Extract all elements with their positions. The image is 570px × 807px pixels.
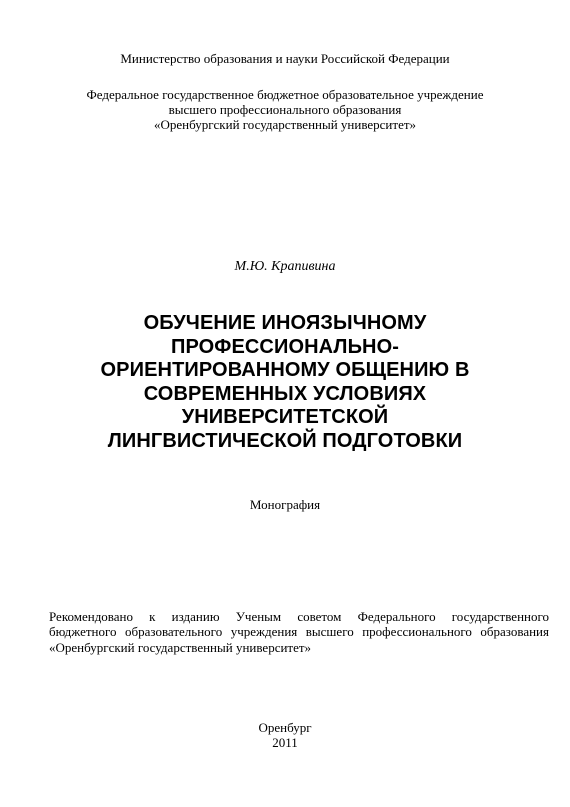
title-line-2: ПРОФЕССИОНАЛЬНО- xyxy=(170,335,400,358)
book-title xyxy=(0,312,570,453)
imprint-year: 2011 xyxy=(272,735,298,750)
institution-block xyxy=(0,87,570,132)
imprint-block xyxy=(0,720,570,750)
institution-line-3: «Оренбургский государственный университет» xyxy=(153,117,417,132)
author-name: М.Ю. Крапивина xyxy=(234,259,336,274)
recommendation-line-2: бюджетного образовательного учреждения высшего профессионального образования xyxy=(49,624,549,640)
recommendation-line-3: «Оренбургский государственный университет» xyxy=(49,639,312,655)
title-line-5: УНИВЕРСИТЕТСКОЙ xyxy=(181,406,389,428)
ministry-name: Министерство образования и науки Российской Федерации xyxy=(120,51,450,66)
title-line-3: ОРИЕНТИРОВАННОМУ ОБЩЕНИЮ В xyxy=(100,359,470,381)
imprint-city: Оренбург xyxy=(258,720,312,735)
title-line-6: ЛИНГВИСТИЧЕСКОЙ ПОДГОТОВКИ xyxy=(107,429,463,452)
ministry-header xyxy=(0,51,570,66)
recommendation-note xyxy=(49,609,549,655)
institution-line-1: Федеральное государственное бюджетное образовательное учреждение xyxy=(86,87,484,102)
recommendation-line-1: Рекомендовано к изданию Ученым советом Федерального государственного xyxy=(49,609,549,624)
title-line-1: ОБУЧЕНИЕ ИНОЯЗЫЧНОМУ xyxy=(143,312,427,334)
genre-label: Монография xyxy=(249,497,321,512)
title-line-4: СОВРЕМЕННЫХ УСЛОВИЯХ xyxy=(143,382,427,405)
institution-line-2: высшего профессионального образования xyxy=(168,102,402,117)
